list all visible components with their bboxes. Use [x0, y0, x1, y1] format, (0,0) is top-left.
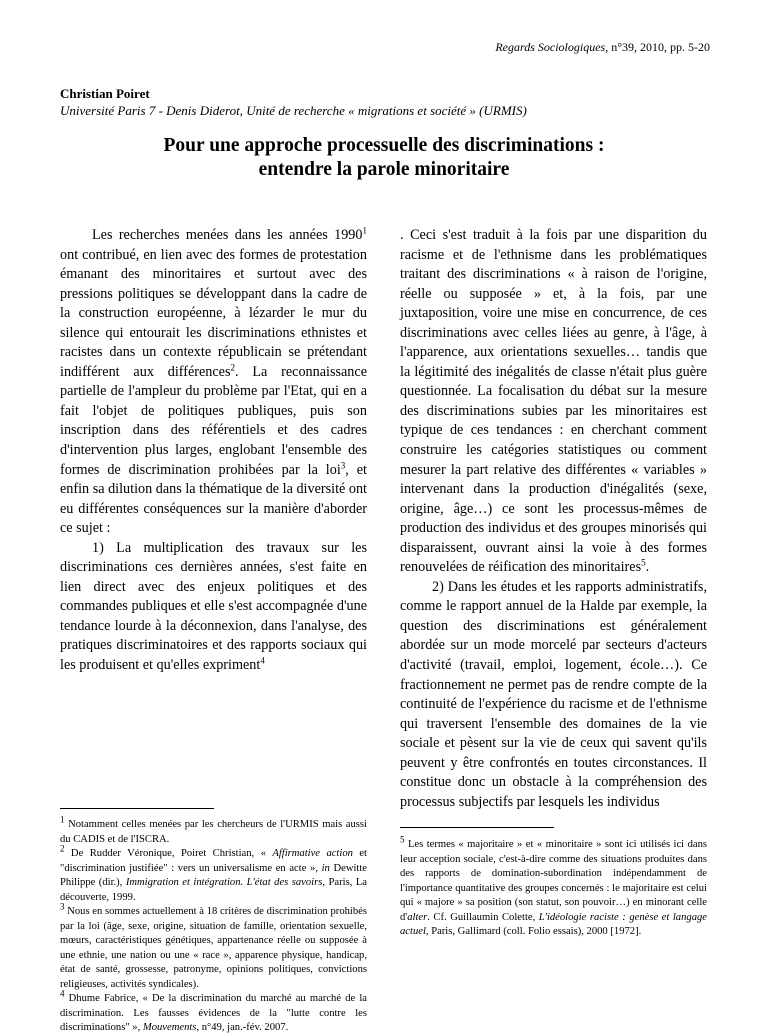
- footnote-ref-3[interactable]: 3: [340, 459, 346, 470]
- footnotes-left: [60, 814, 368, 1036]
- footnote-5: $^5$ Les termes « majoritaire » et « minoritaire » sont ici utilisés ici dans leur acception sociale, c'est-à-dire comme des situations produites dans des rapports de domination-subordination indépendamment de l'importance quantitative des groupes concernés : le majoritaire est celui qui « majore » sa position (son statut, son pouvoir…) en minorant celle d'alter. Cf. Guillaumin Colette, L'idéologie raciste : genèse et langage actuel, Paris, Gallimard (coll. Folio essais), 2000 [1972].: [400, 834, 707, 937]
- footnote-4: $^4$ Dhume Fabrice, « De la discrimination du marché au marché de la discrimination. Les fausses évidences de la "lutte contre les discriminations" », Mouvements, n°49, jan.-fév. 2007.: [60, 988, 367, 1033]
- title-line-2: entendre la parole minoritaire: [258, 159, 510, 180]
- author-affiliation: Université Paris 7 - Denis Diderot, Unité de recherche « migrations et société » (URMIS): [60, 103, 527, 118]
- paragraph-intro: Les recherches menées dans les années 1990$^1$ ont contribué, en lien avec des formes de protestation émanant des minoritaires et surtout avec des pressions politiques se développant dans la cadre de la construction européenne, à lézarder le mur du silence qui entourait les discriminations ethnistes et racistes dans un contexte républicain se prétendant indifférent aux différences$^2$. La reconnaissance partielle de l'ampleur du problème par l'Etat, qui en a fait l'objet de politiques publiques, puis son inscription dans des référentiels et des cadres d'intervention plus larges, englobant l'ensemble des formes de discrimination prohibées par la loi$^3$, et enfin sa dilution dans la thématique de la diversité ont eu différentes conséquences sur la manière d'aborder ce sujet :: [60, 225, 367, 537]
- journal-name: Regards Sociologiques: [495, 40, 606, 54]
- footnote-3: $^3$ Nous en sommes actuellement à 18 critères de discrimination prohibés par la loi (âge, sexe, origine, situation de famille, orientation sexuelle, mœurs, caractéristiques génétiques, appartenance réelle ou supposée à une ethnie, une nation ou une « race », apparence physique, handicap, état de santé, grossesse, patronyme, opinions politiques, convictions religieuses, activités syndicales).: [60, 901, 367, 990]
- paragraph-point-1: 1) La multiplication des travaux sur les discriminations ces dernières années, s'est faite en lien direct avec des enjeux politiques et des commandes publiques et elle s'est accompagnée d'une tendance lourde à la déconnexion, dans l'analyse, des pratiques discriminatoires et des rapports sociaux qui les produisent et qu'elles expriment$^4$: [60, 539, 367, 674]
- body-column-right: [400, 226, 707, 812]
- footnote-2: $^2$ De Rudder Véronique, Poiret Christian, « Affirmative action et "discrimination justifiée" : vers un universalisme en acte », in Dewitte Philippe (dir.), Immigration et intégration. L'état des savoirs, Paris, La découverte, 1999.: [60, 843, 368, 903]
- paragraph-point-2: 2) Dans les études et les rapports administratifs, comme le rapport annuel de la Halde par exemple, la question des discriminations est généralement abordée sur un mode morcelé par secteurs d'acteurs d'activité (travail, emploi, logement, école…). Ce fractionnement ne permet pas de rendre compte de la continuité de l'expérience du racisme et de l'ethnisme qui traversent l'ensemble des domaines de la vie sociale et pèsent sur la vie de ceux qui savent qu'ils peuvent y être confrontés en toutes circonstances. Il constitue donc un obstacle à la compréhension des processus subjectifs par lesquels les individus: [400, 578, 707, 810]
- footnote-ref-1[interactable]: 1: [362, 225, 367, 236]
- footnote-separator-left: [60, 808, 214, 809]
- article-title: [60, 134, 708, 182]
- body-column-left: [60, 226, 367, 676]
- footnote-ref-4[interactable]: 4: [260, 655, 265, 666]
- paragraph-point-1-continued: . Ceci s'est traduit à la fois par une disparition du racisme et de l'ethnisme dans les problématiques traitant des discriminations « à raison de l'origine, réelle ou supposée » et, à la fois, par une juxtaposition, voire une mise en concurrence, de ces discriminations avec celles liées au genre, à l'âge, à l'apparence, aux orientations sexuelles… tandis que la légitimité des inégalités de classe n'était plus guère questionnée. La focalisation du débat sur la mesure des discriminations subies par les minoritaires est typique de ces tendances : en cherchant comment construire les catégories statistiques ou comment mesurer la part relative des différentes « variables » intervenant dans la production d'inégalités (sexe, origine, âge…) ce sont les processus-mêmes de production des individus et des groupes minorisés qui disparaissent, ouvrant ainsi la voie à des formes renouvelées de réification des minoritaires$^5$.: [400, 227, 707, 576]
- author-name: Christian Poiret: [60, 86, 150, 101]
- title-line-1: Pour une approche processuelle des discriminations :: [163, 135, 605, 156]
- footnote-ref-5[interactable]: 5: [641, 557, 646, 568]
- footnotes-right: [400, 834, 707, 940]
- journal-reference: [495, 40, 710, 55]
- journal-issue: , n°39, 2010, pp. 5-20: [605, 40, 710, 54]
- footnote-ref-2[interactable]: 2: [230, 362, 235, 373]
- footnote-separator-right: [400, 827, 554, 828]
- footnote-1: $^1$ Notamment celles menées par les chercheurs de l'URMIS mais aussi du CADIS et de l'ISCRA.: [60, 814, 367, 845]
